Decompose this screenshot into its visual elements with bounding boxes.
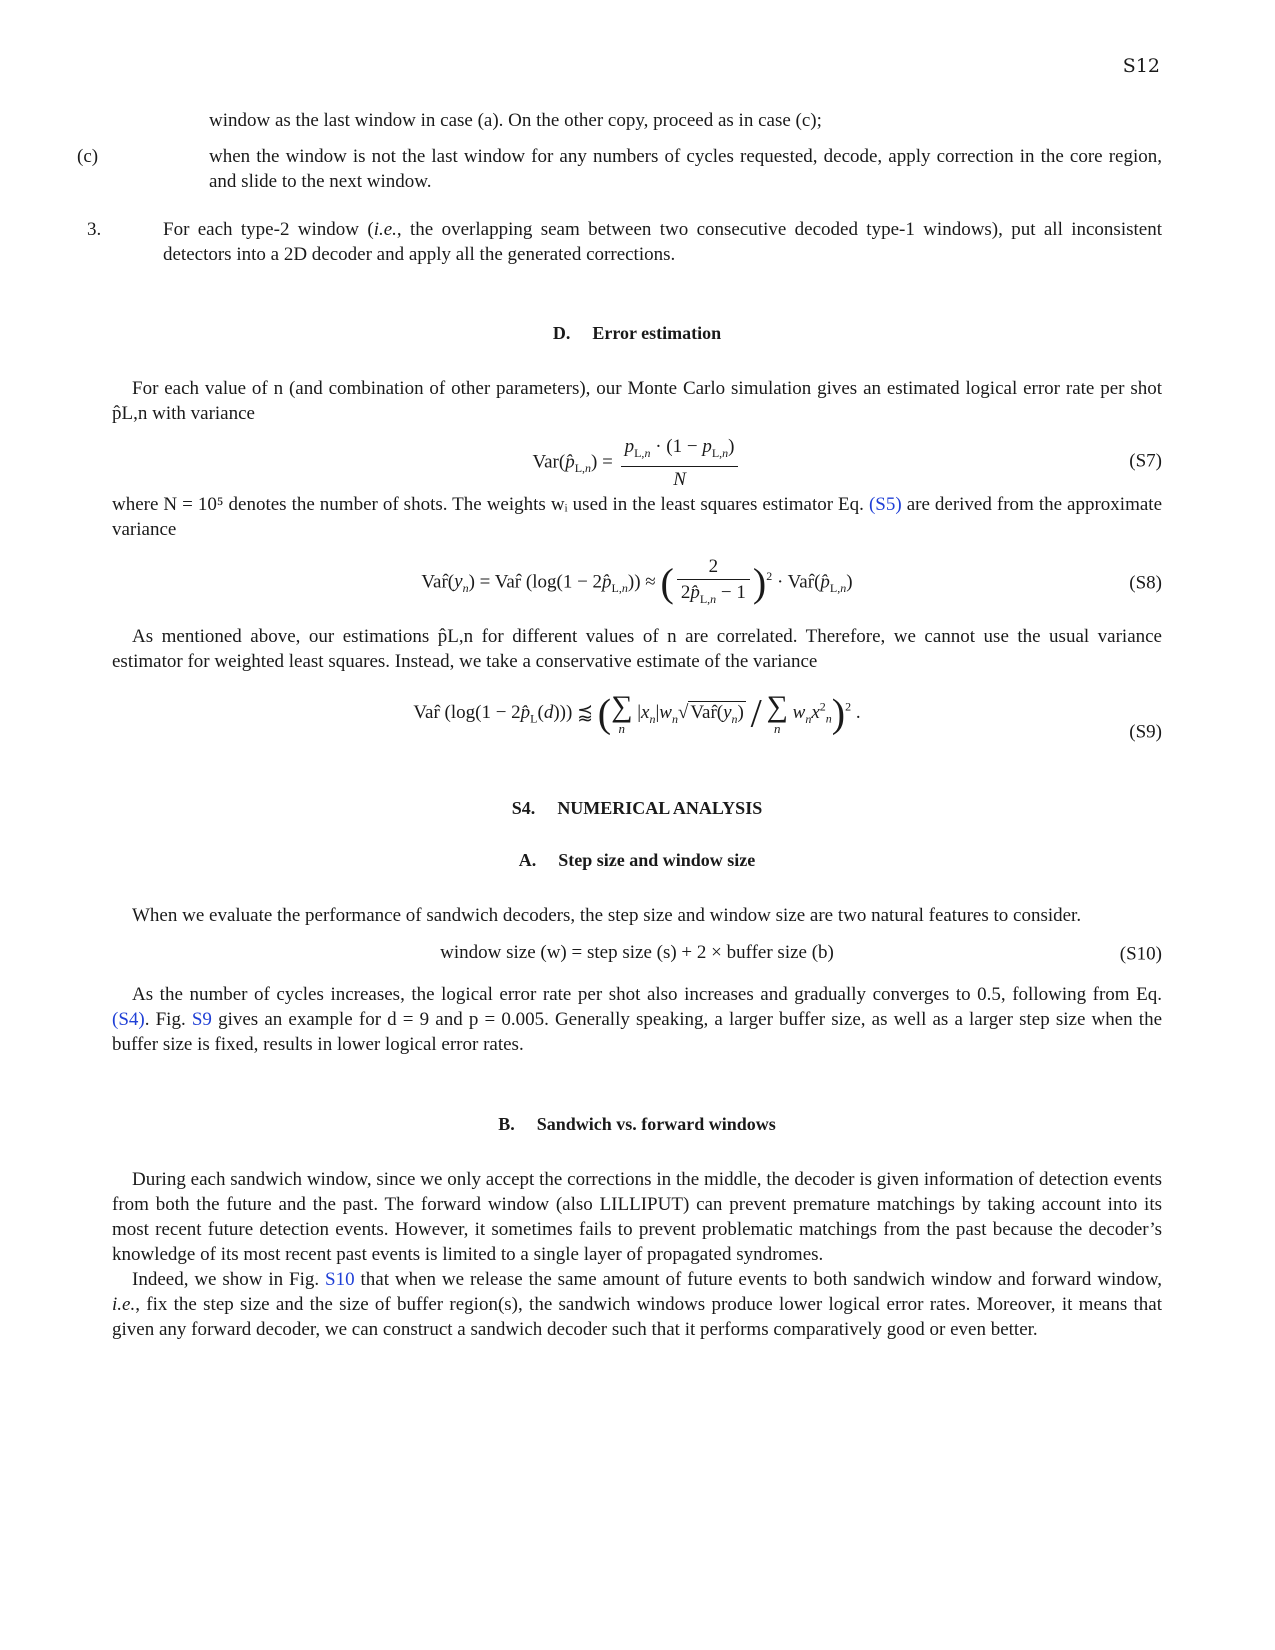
equation-s8-tag: (S8) xyxy=(1129,572,1162,594)
paragraph-text: where N = 10⁵ denotes the number of shots. The weights wᵢ used in the least squares estimator Eq. xyxy=(112,494,864,515)
equation-s9-math: Var̂ $(\log(1 - 2p̂_L(d)))$ ⪷ ( ∑ n $|x_n|w_n√$ $Var̂(y_n)$ / ∑ n $w_nx^2_n)^2$ . xyxy=(413,690,861,736)
section-b-paragraph-1: During each sandwich window, since we only accept the corrections in the middle, the decoder is given information of detection events from both the future and the past. The forward window (also LILLIPUT) can prevent premature matchings by taking account into its most recent future detection events. However, it sometimes fails to prevent problematic matchings from the past because the decoder’s knowledge of its most recent past events is limited to a single layer of propagated syndromes. xyxy=(112,1169,1162,1265)
equation-s7 xyxy=(112,430,1162,492)
section-a-number: A. xyxy=(518,850,537,870)
equation-s10-tag: (S10) xyxy=(1119,943,1162,965)
list-continuation: window as the last window in case (a). On the other copy, proceed as in case (c); xyxy=(209,110,822,131)
section-s4-heading xyxy=(112,796,1162,821)
eq-s4-link[interactable]: (S4) xyxy=(112,1009,145,1030)
section-b-title: Sandwich vs. forward windows xyxy=(536,1114,776,1134)
paragraph-text: As the number of cycles increases, the logical error rate per shot also increases and gradually converges to 0.5, following from Eq. xyxy=(132,984,1162,1005)
list-item-3-text-a: For each type-2 window ( xyxy=(163,219,374,240)
equation-s7-tag: (S7) xyxy=(1129,450,1162,472)
ie-abbrev: i.e. xyxy=(112,1294,136,1315)
equation-s10 xyxy=(112,932,1162,976)
equation-s10-math: window size (w) = step size (s) + 2 × buffer size (b) xyxy=(440,942,834,963)
section-d-title: Error estimation xyxy=(592,323,722,343)
fig-s10-link[interactable]: S10 xyxy=(325,1269,355,1290)
section-d-paragraph-1: For each value of n (and combination of other parameters), our Monte Carlo simulation gives an estimated logical error rate per shot p̂L,n with variance xyxy=(112,378,1162,424)
ie-abbrev: i.e. xyxy=(373,219,397,240)
equation-s7-math: $Var(p̂_{L,n})$ = $\frac{p_{L,n} \cdot (1 - p_{L,n})}{N}$ xyxy=(112,434,1162,492)
list-item-3-text-b: , the overlapping seam between two consecutive decoded type-1 windows), put all inconsistent detectors into a 2D decoder and apply all the generated corrections. xyxy=(163,219,1162,265)
paragraph-text: are derived from the approximate variance xyxy=(112,494,1163,540)
equation-s9-tag: (S9) xyxy=(1129,721,1162,743)
list-item-c-text: when the window is not the last window for any numbers of cycles requested, decode, apply correction in the core region, and slide to the next window. xyxy=(209,146,1162,192)
section-b-paragraph-2 xyxy=(112,1267,1162,1342)
eq-s5-link[interactable]: (S5) xyxy=(868,494,902,515)
section-d-paragraph-3: As mentioned above, our estimations p̂L,n for different values of n are correlated. Therefore, we cannot use the usual variance estimator for weighted least squares. Instead, we take a conservative estimate of the variance xyxy=(112,626,1162,672)
fig-s9-link[interactable]: S9 xyxy=(191,1009,212,1030)
paragraph-text: that when we release the same amount of future events to both sandwich window and forward window, xyxy=(360,1269,1163,1290)
paragraph-text: gives an example for d = 9 and p = 0.005. Generally speaking, a larger buffer size, as well as a larger step size when the buffer size is fixed, results in lower logical error rates. xyxy=(112,1009,1163,1055)
list-item-c xyxy=(77,144,1162,194)
equation-s8-math: $Var̂(y_n)$ = Var̂ $(\log(1 - 2p̂_{L,n}))$ ≈ ( $\frac{2}{2p̂_{L,n} - 1}$ )$^2 \cdot Var̂(p̂_{L,n})$ xyxy=(421,556,853,606)
section-a-paragraph-1: When we evaluate the performance of sandwich decoders, the step size and window size are two natural features to consider. xyxy=(132,905,1082,926)
section-s4-title: NUMERICAL ANALYSIS xyxy=(557,798,763,818)
paragraph-text: , fix the step size and the size of buffer region(s), the sandwich windows produce lower logical error rates. Moreover, it means that given any forward decoder, we can construct a sandwich decoder such that it performs comparatively good or even better. xyxy=(112,1294,1162,1340)
section-d-heading xyxy=(112,321,1162,346)
fraction: $\frac{p_{L,n} \cdot (1 - p_{L,n})}{N}$ xyxy=(621,434,739,492)
section-s4-number: S4. xyxy=(511,798,536,818)
section-b-heading xyxy=(112,1112,1162,1137)
section-a-paragraph-2 xyxy=(112,982,1162,1057)
paragraph-text: . Fig. xyxy=(144,1009,186,1030)
equation-s9 xyxy=(112,684,1162,780)
section-b-number: B. xyxy=(498,1114,515,1134)
paragraph-text: Indeed, we show in Fig. xyxy=(132,1269,320,1290)
section-a-heading xyxy=(112,848,1162,873)
paper-body xyxy=(77,108,1163,1342)
page-number: S12 xyxy=(1122,55,1160,77)
equation-s8 xyxy=(112,548,1162,618)
list-item-c-label: (c) xyxy=(77,146,99,167)
section-d-paragraph-2 xyxy=(112,492,1162,542)
section-d-number: D. xyxy=(552,323,571,343)
list-item-3 xyxy=(87,217,1162,267)
section-a-title: Step size and window size xyxy=(558,850,756,870)
list-item-3-label: 3. xyxy=(87,219,102,240)
